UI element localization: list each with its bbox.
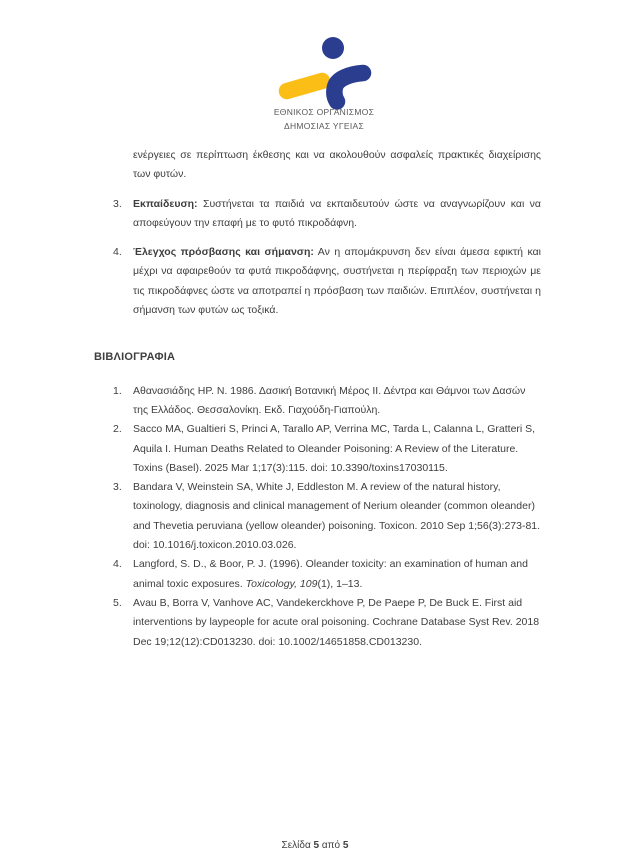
footer-page-number: 5 — [313, 840, 320, 851]
org-name-line1: ΕΘΝΙΚΟΣ ΟΡΓΑΝΙΣΜΟΣ — [273, 107, 375, 117]
bibliography-entry — [113, 478, 541, 555]
bibliography-entry-text: Avau B, Borra V, Vanhove AC, Vandekerckhove P, De Paepe P, De Buck E. First aid interventions by laypeople for acute oral poisoning. Cochrane Database Syst Rev. 2018 Dec 19;12(12):CD013230. doi: 10.1002/14651858.CD013230. — [133, 596, 540, 648]
bibliography-entry-number: 5. — [113, 596, 122, 609]
footer-word-of: από — [321, 840, 341, 851]
list-item-body: Συστήνεται τα παιδιά να εκπαιδευτούν ώστε να αναγνωρίζουν και να αποφεύγουν την επαφή με το φυτό πικροδάφνη. — [133, 197, 542, 229]
continuation-paragraph: ενέργειες σε περίπτωση έκθεσης και να ακολουθούν ασφαλείς πρακτικές διαχείρισης των φυτών. — [133, 149, 541, 181]
list-item-label: Έλεγχος πρόσβασης και σήμανση: — [133, 246, 314, 259]
list-item-number: 4. — [113, 246, 122, 259]
page-footer — [0, 839, 630, 853]
bibliography-entry-text — [133, 555, 541, 594]
bibliography-entry-text: Bandara V, Weinstein SA, White J, Eddleston M. A review of the natural history, toxinology, diagnosis and clinical management of Nerium oleander (common oleander) and Thevetia peruviana (yellow oleander) poisoning. Toxicon. 2010 Sep 1;56(3):273-81. doi: 10.1016/j.toxicon.2010.03.026. — [133, 481, 541, 552]
list-item-number: 3. — [113, 197, 122, 210]
logo-yellow-arm — [287, 81, 322, 91]
list-item-text — [133, 195, 541, 234]
bibliography-entry-number: 1. — [113, 384, 122, 397]
bibliography-entry — [113, 420, 541, 478]
bibliography-entry-text: Sacco MA, Gualtieri S, Princi A, Tarallo AP, Verrina MC, Tarda L, Calanna L, Gratteri S, Aquila I. Human Deaths Related to Oleander Poisoning: A Review of the Literature. Toxins (Basel). 2025 Mar 1;17(3):115. doi: 10.3390/toxins17030115. — [133, 423, 536, 474]
bibliography-entry-text-before: Langford, S. D., & Boor, P. J. (1996). Oleander toxicity: an examination of human and animal toxic exposures. — [133, 558, 528, 590]
list-item — [113, 195, 541, 234]
bibliography-entry — [113, 382, 541, 421]
bibliography-entry — [113, 594, 541, 652]
list-item — [113, 243, 541, 320]
bibliography-entry-text-after: (1), 1–13. — [317, 577, 363, 590]
list-item-label: Εκπαίδευση: — [133, 197, 198, 210]
list-item-body: Αν η απομάκρυνση δεν είναι άμεσα εφικτή και μέχρι να αφαιρεθούν τα φυτά πικροδάφνης, συστήνεται η περίφραξη των περιοχών με τις πικροδάφνες ώστε να αποτραπεί η πρόσβαση των παιδιών. Επιπλέον, συστήνεται η σήμανση των φυτών ως τοξικά. — [133, 246, 541, 317]
bibliography-entry-journal-italic: Toxicology, 109 — [245, 577, 318, 590]
list-item-text — [133, 243, 541, 320]
bibliography-entry — [113, 555, 541, 594]
bibliography-entry-number: 3. — [113, 481, 122, 494]
eody-logo — [273, 33, 393, 111]
footer-word-page: Σελίδα — [281, 840, 311, 851]
bibliography-list — [94, 382, 541, 652]
document-body — [94, 146, 541, 652]
logo-blue-body — [334, 73, 363, 102]
bibliography-heading: ΒΙΒΛΙΟΓΡΑΦΙΑ — [94, 351, 176, 364]
bibliography-entry-text: Αθανασιάδης ΗΡ. Ν. 1986. Δασική Βοτανική Μέρος ΙΙ. Δέντρα και Θάμνοι των Δασών της Ελλάδος. Θεσσαλονίκη. Εκδ. Γιαχούδη-Γιαπούλη. — [133, 384, 526, 416]
bibliography-entry-number: 2. — [113, 423, 122, 436]
org-name — [0, 106, 630, 133]
bibliography-entry-number: 4. — [113, 558, 122, 571]
org-name-line2: ΔΗΜΟΣΙΑΣ ΥΓΕΙΑΣ — [283, 120, 365, 131]
footer-total-pages: 5 — [342, 840, 349, 851]
logo-head — [322, 37, 344, 59]
